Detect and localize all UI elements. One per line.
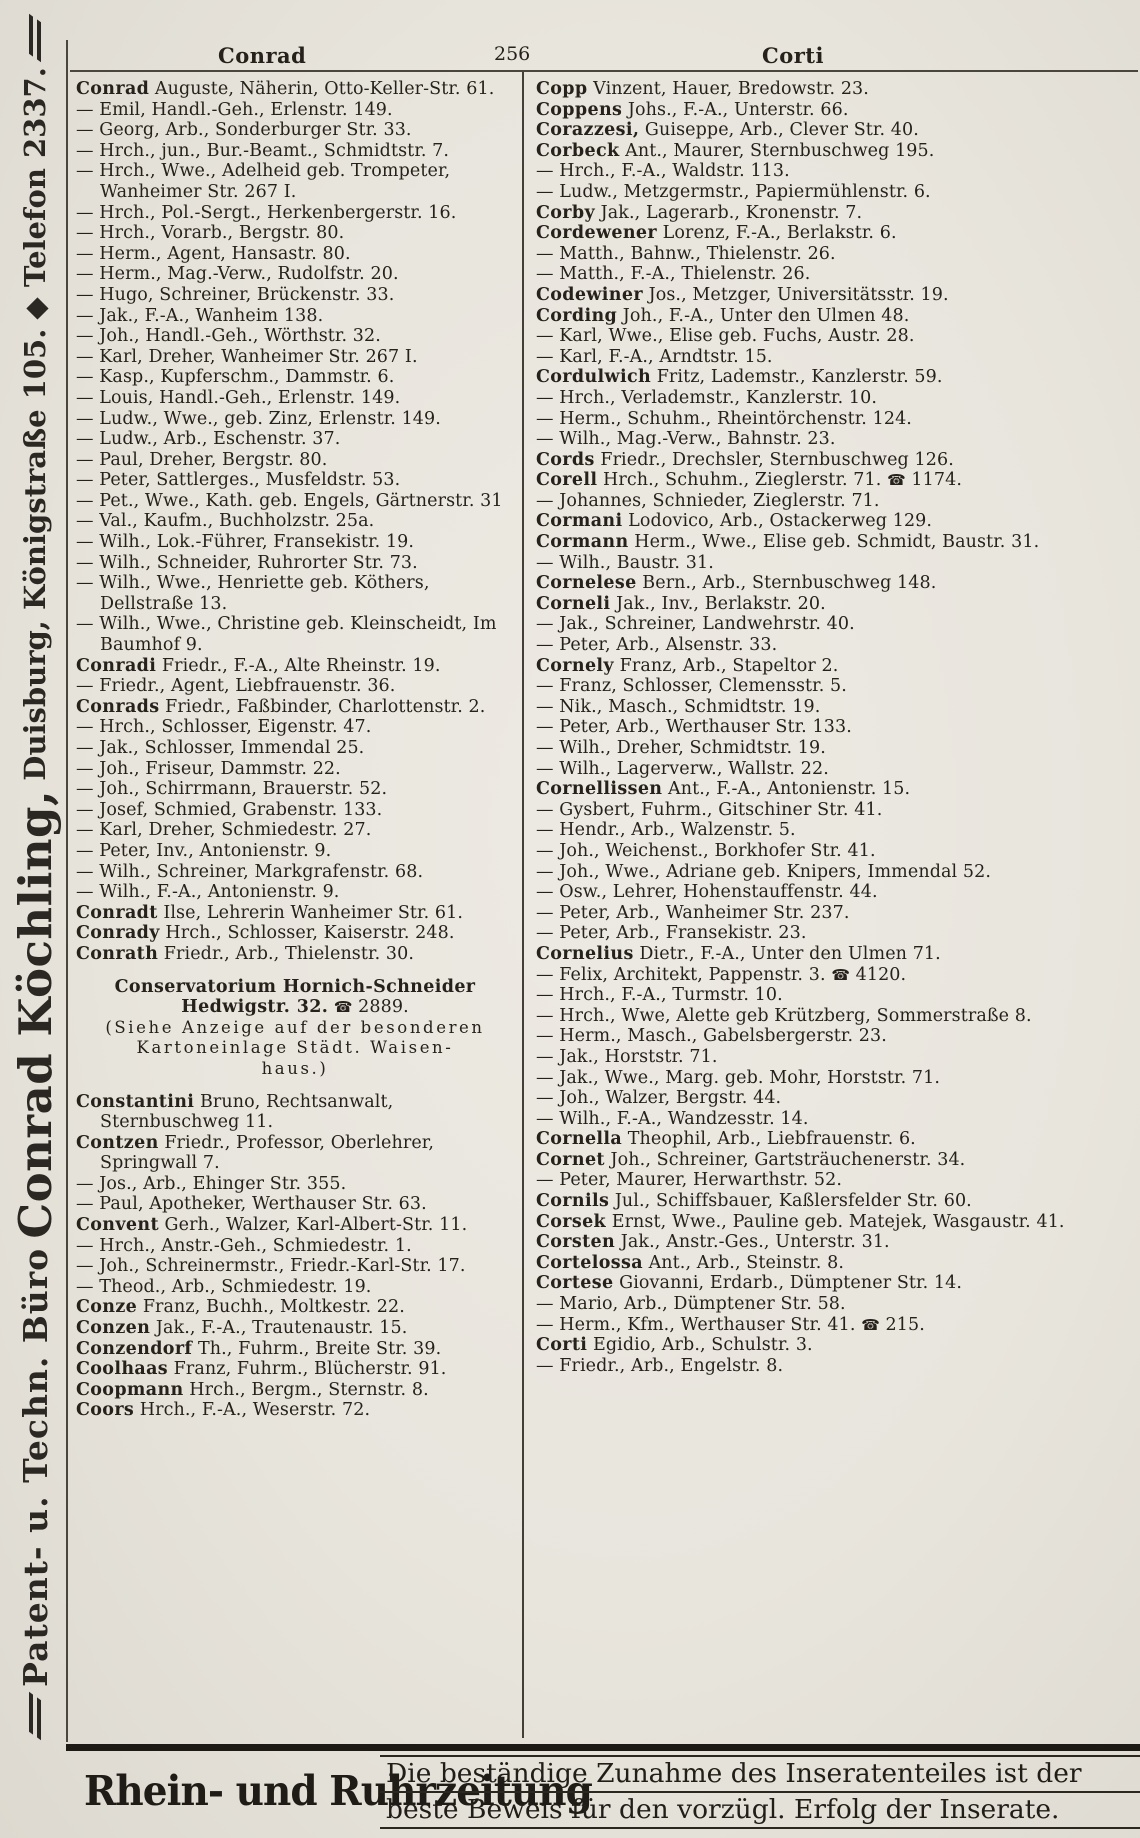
directory-entry: Constantini Bruno, Rechtsanwalt, Sternbuschweg 11. xyxy=(76,1091,394,1133)
directory-entry xyxy=(76,977,514,998)
directory-entry: — Hrch., jun., Bur.-Beamt., Schmidtstr. 7. xyxy=(76,140,450,161)
entry-surname: Corneli xyxy=(536,593,611,614)
directory-entry: — Hrch., Pol.-Sergt., Herkenbergerstr. 16. xyxy=(76,202,457,223)
footer-advertisement xyxy=(0,1753,1140,1838)
entry-surname: Conzen xyxy=(76,1318,151,1339)
directory-entry: — Wilh., Lok.-Führer, Fransekistr. 19. xyxy=(76,532,415,553)
directory-entry: Corsek Ernst, Wwe., Pauline geb. Matejek, Wasgaustr. 41. xyxy=(536,1211,1065,1232)
entry-surname: Conrady xyxy=(76,923,160,944)
phone-icon: ☎ xyxy=(333,998,353,1017)
directory-column-left xyxy=(70,72,522,1738)
directory-entry: — Hrch., Anstr.-Geh., Schmiedestr. 1. xyxy=(76,1235,412,1256)
entry-surname: Cortese xyxy=(536,1273,614,1294)
directory-entry: — Josef, Schmied, Grabenstr. 133. xyxy=(76,799,383,820)
page-content xyxy=(66,40,1138,1742)
directory-entry: Cornely Franz, Arb., Stapeltor 2. xyxy=(536,655,839,676)
entry-surname: Conradt xyxy=(76,902,158,923)
directory-entry: — Osw., Lehrer, Hohenstauffenstr. 44. xyxy=(536,882,878,903)
flourish-bottom-icon xyxy=(29,1692,41,1740)
directory-entry: — Paul, Dreher, Bergstr. 80. xyxy=(76,449,328,470)
directory-entry: — Hrch., Wwe., Adelheid geb. Trompeter, Wanheimer Str. 267 I. xyxy=(76,161,451,202)
sidebar-ad-line-name: Conrad Köchling, xyxy=(8,789,62,1239)
directory-entry: haus.) xyxy=(261,1058,329,1078)
flourish-top-icon xyxy=(29,14,41,62)
directory-columns xyxy=(70,72,1138,1738)
entry-surname: Conrath xyxy=(76,943,159,964)
directory-entry: — Emil, Handl.-Geh., Erlenstr. 149. xyxy=(76,99,393,120)
entry-surname: Cornella xyxy=(536,1129,623,1150)
directory-entry: — Georg, Arb., Sonderburger Str. 33. xyxy=(76,120,412,141)
phone-icon: ☎ xyxy=(887,471,906,490)
entry-surname: Conze xyxy=(76,1297,138,1318)
entry-surname: Corby xyxy=(536,202,595,223)
sidebar-ad-line-phone: ◆ Telefon 2337. xyxy=(18,67,52,320)
entry-surname: Coopmann xyxy=(76,1379,184,1400)
directory-entry: — Hrch., Wwe, Alette geb Krützberg, Sommerstraße 8. xyxy=(536,1005,1032,1026)
directory-entry: — Kasp., Kupferschm., Dammstr. 6. xyxy=(76,367,395,388)
entry-surname: Cortelossa xyxy=(536,1252,643,1273)
directory-entry: Cordewener Lorenz, F.-A., Berlakstr. 6. xyxy=(536,223,897,244)
entry-surname: Conrad xyxy=(76,79,150,99)
directory-entry: Conrady Hrch., Schlosser, Kaiserstr. 248. xyxy=(76,923,455,944)
entry-surname: Cording xyxy=(536,305,618,326)
entry-surname: Contzen xyxy=(76,1132,159,1153)
directory-entry: — Theod., Arb., Schmiedestr. 19. xyxy=(76,1276,372,1297)
directory-entry: Coors Hrch., F.-A., Weserstr. 72. xyxy=(76,1400,371,1421)
directory-entry: — Louis, Handl.-Geh., Erlenstr. 149. xyxy=(76,387,401,408)
directory-entry: Corti Egidio, Arb., Schulstr. 3. xyxy=(536,1335,813,1356)
entry-surname: Conzendorf xyxy=(76,1338,193,1359)
directory-entry: — Joh., Schirrmann, Brauerstr. 52. xyxy=(76,779,388,800)
directory-entry: — Nik., Masch., Schmidtstr. 19. xyxy=(536,696,821,717)
directory-entry: — Hendr., Arb., Walzenstr. 5. xyxy=(536,820,796,841)
directory-entry: — Paul, Apotheker, Werthauser Str. 63. xyxy=(76,1194,427,1215)
directory-entry: — Wilh., Schreiner, Markgrafenstr. 68. xyxy=(76,861,424,882)
entry-surname: Convent xyxy=(76,1215,159,1236)
entry-surname: Codewiner xyxy=(536,284,643,305)
entry-surname: Conservatorium Hornich-Schneider xyxy=(114,976,476,997)
sidebar-ad-line-business: Patent- u. Techn. Büro xyxy=(15,1247,55,1687)
directory-entry: Conradt Ilse, Lehrerin Wanheimer Str. 61. xyxy=(76,902,464,923)
entry-surname: Cornelius xyxy=(536,943,634,964)
directory-entry: Conrads Friedr., Faßbinder, Charlottenstr. 2. xyxy=(76,696,486,717)
directory-entry: — Wilh., Lagerverw., Wallstr. 22. xyxy=(536,758,829,779)
footer-slogan-line2: beste Beweis für den vorzügl. Erfolg der Inserate. xyxy=(380,1791,1140,1827)
directory-entry: — Peter, Arb., Werthauser Str. 133. xyxy=(536,717,852,738)
directory-entry: Conrad Auguste, Näherin, Otto-Keller-Str. 61. xyxy=(76,79,495,99)
directory-entry: — Hrch., Vorarb., Bergstr. 80. xyxy=(76,223,345,244)
directory-entry: — Herm., Agent, Hansastr. 80. xyxy=(76,243,351,264)
directory-entry: — Ludw., Arb., Eschenstr. 37. xyxy=(76,429,341,450)
page-number: 256 xyxy=(494,43,531,65)
sidebar-ad-line-address: Duisburg, Königstraße 105. xyxy=(18,328,52,781)
entry-surname: Cornelese xyxy=(536,573,637,594)
directory-entry: — Herm., Mag.-Verw., Rudolfstr. 20. xyxy=(76,264,399,285)
directory-entry: — Wilh., F.-A., Antonienstr. 9. xyxy=(76,882,340,903)
entry-surname: Coors xyxy=(76,1400,135,1421)
directory-entry: — Mario, Arb., Dümptener Str. 58. xyxy=(536,1294,846,1315)
directory-entry: — Joh., Wwe., Adriane geb. Knipers, Immendal 52. xyxy=(536,861,992,882)
directory-entry: — Karl, Dreher, Wanheimer Str. 267 I. xyxy=(76,346,418,367)
directory-entry: Cornellissen Ant., F.-A., Antonienstr. 15. xyxy=(536,779,911,800)
directory-entry: — Hrch., Verlademstr., Kanzlerstr. 10. xyxy=(536,387,878,408)
directory-entry: — Hrch., Schlosser, Eigenstr. 47. xyxy=(76,717,372,738)
entry-surname: Corsek xyxy=(536,1211,607,1232)
header-right-keyword: Corti xyxy=(762,43,824,68)
directory-entry: — Joh., Friseur, Dammstr. 22. xyxy=(76,758,341,779)
entry-surname: Coppens xyxy=(536,99,623,120)
directory-entry: — Hrch., F.-A., Waldstr. 113. xyxy=(536,161,790,182)
directory-entry: — Val., Kaufm., Buchholzstr. 25a. xyxy=(76,511,375,532)
entry-surname: Corbeck xyxy=(536,140,620,161)
directory-entry: Conze Franz, Buchh., Moltkestr. 22. xyxy=(76,1297,405,1318)
entry-surname: Corazzesi, xyxy=(536,120,640,141)
directory-entry: — Wilh., Wwe., Henriette geb. Köthers, Dellstraße 13. xyxy=(76,573,430,614)
entry-surname: Cornely xyxy=(536,655,614,676)
directory-entry: — Matth., Bahnw., Thielenstr. 26. xyxy=(536,243,836,264)
directory-entry: Cornella Theophil, Arb., Liebfrauenstr. 6. xyxy=(536,1129,916,1150)
directory-entry: — Herm., Kfm., Werthauser Str. 41. ☎ 215. xyxy=(536,1314,925,1335)
directory-entry: — Herm., Masch., Gabelsbergerstr. 23. xyxy=(536,1026,887,1047)
directory-entry: Corbeck Ant., Maurer, Sternbuschweg 195. xyxy=(536,140,935,161)
directory-entry: — Wilh., Baustr. 31. xyxy=(536,552,714,573)
directory-entry: — Friedr., Agent, Liebfrauenstr. 36. xyxy=(76,676,396,697)
directory-entry: — Peter, Arb., Wanheimer Str. 237. xyxy=(536,902,850,923)
directory-entry: Cornils Jul., Schiffsbauer, Kaßlersfelder Str. 60. xyxy=(536,1191,972,1212)
footer-slogan-line1: Die beständige Zunahme des Inseratenteiles ist der xyxy=(380,1755,1140,1791)
directory-entry: Corneli Jak., Inv., Berlakstr. 20. xyxy=(536,593,826,614)
directory-entry: — Peter, Arb., Alsenstr. 33. xyxy=(536,635,778,656)
directory-entry: — Felix, Architekt, Pappenstr. 3. ☎ 4120. xyxy=(536,964,907,985)
directory-entry: — Peter, Sattlerges., Musfeldstr. 53. xyxy=(76,470,401,491)
directory-entry: Codewiner Jos., Metzger, Universitätsstr. 19. xyxy=(536,284,949,305)
entry-surname: Conradi xyxy=(76,655,157,676)
directory-entry: Corazzesi, Guiseppe, Arb., Clever Str. 40. xyxy=(536,120,919,141)
phone-icon: ☎ xyxy=(831,965,850,984)
directory-entry: — Karl, Wwe., Elise geb. Fuchs, Austr. 28. xyxy=(536,326,915,347)
directory-entry: Hedwigstr. 32. ☎ 2889. xyxy=(181,997,409,1018)
directory-entry: Conzendorf Th., Fuhrm., Breite Str. 39. xyxy=(76,1338,442,1359)
entry-surname: Corti xyxy=(536,1335,588,1356)
directory-entry: — Joh., Handl.-Geh., Wörthstr. 32. xyxy=(76,326,381,347)
directory-entry: — Wilh., Mag.-Verw., Bahnstr. 23. xyxy=(536,429,836,450)
directory-entry: — Franz, Schlosser, Clemensstr. 5. xyxy=(536,676,847,697)
directory-entry: Copp Vinzent, Hauer, Bredowstr. 23. xyxy=(536,79,869,99)
directory-entry: (Siehe Anzeige auf der besonderen xyxy=(105,1017,485,1037)
directory-entry: Conzen Jak., F.-A., Trautenaustr. 15. xyxy=(76,1318,408,1339)
directory-entry: — Wilh., Wwe., Christine geb. Kleinscheidt, Im Baumhof 9. xyxy=(76,614,497,656)
directory-entry: Coppens Johs., F.-A., Unterstr. 66. xyxy=(536,99,849,120)
entry-surname: Coolhaas xyxy=(76,1359,168,1380)
directory-column-right xyxy=(524,72,1138,1738)
directory-entry: — Peter, Arb., Fransekistr. 23. xyxy=(536,923,807,944)
directory-entry: Cornelese Bern., Arb., Sternbuschweg 148. xyxy=(536,573,937,594)
directory-entry: — Hugo, Schreiner, Brückenstr. 33. xyxy=(76,284,395,305)
phone-icon: ☎ xyxy=(861,1315,880,1334)
directory-entry: Cording Joh., F.-A., Unter den Ulmen 48. xyxy=(536,305,910,326)
entry-surname: Cordulwich xyxy=(536,367,652,388)
directory-entry: — Friedr., Arb., Engelstr. 8. xyxy=(536,1355,784,1376)
directory-entry: Cortese Giovanni, Erdarb., Dümptener Str. 14. xyxy=(536,1273,963,1294)
footer-rule xyxy=(66,1744,1140,1751)
entry-surname: Conrads xyxy=(76,696,160,717)
directory-entry: Coopmann Hrch., Bergm., Sternstr. 8. xyxy=(76,1379,429,1400)
directory-entry: — Matth., F.-A., Thielenstr. 26. xyxy=(536,264,811,285)
running-header xyxy=(70,40,1138,72)
directory-entry: — Joh., Weichenst., Borkhofer Str. 41. xyxy=(536,840,876,861)
directory-entry: — Jak., Wwe., Marg. geb. Mohr, Horststr. 71. xyxy=(536,1067,941,1088)
directory-entry: — Pet., Wwe., Kath. geb. Engels, Gärtnerstr. 31 xyxy=(76,490,503,511)
entry-surname: Cords xyxy=(536,449,595,470)
directory-entry: Convent Gerh., Walzer, Karl-Albert-Str. 11. xyxy=(76,1215,468,1236)
directory-entry: — Wilh., F.-A., Wandzesstr. 14. xyxy=(536,1108,809,1129)
directory-entry: Corsten Jak., Anstr.-Ges., Unterstr. 31. xyxy=(536,1232,890,1253)
directory-entry: — Wilh., Schneider, Ruhrorter Str. 73. xyxy=(76,552,418,573)
directory-entry: — Joh., Walzer, Bergstr. 44. xyxy=(536,1088,782,1109)
directory-entry: — Jak., F.-A., Wanheim 138. xyxy=(76,305,324,326)
entry-surname: Cornellissen xyxy=(536,779,663,800)
entry-surname: Hedwigstr. 32. xyxy=(181,997,329,1018)
directory-entry: — Peter, Inv., Antonienstr. 9. xyxy=(76,840,332,861)
newspaper-name: Rhein- und Ruhrzeitung xyxy=(84,1767,592,1815)
directory-entry: — Karl, F.-A., Arndtstr. 15. xyxy=(536,346,773,367)
directory-entry: Cornelius Dietr., F.-A., Unter den Ulmen 71. xyxy=(536,943,941,964)
directory-entry: — Karl, Dreher, Schmiedestr. 27. xyxy=(76,820,372,841)
directory-entry: — Johannes, Schnieder, Zieglerstr. 71. xyxy=(536,490,880,511)
entry-surname: Corell xyxy=(536,470,598,491)
sidebar-vertical-ad xyxy=(6,14,64,1740)
directory-entry: Conradi Friedr., F.-A., Alte Rheinstr. 19. xyxy=(76,655,441,676)
directory-entry: — Jak., Horststr. 71. xyxy=(536,1046,718,1067)
directory-entry: Cortelossa Ant., Arb., Steinstr. 8. xyxy=(536,1252,845,1273)
directory-entry: Cornet Joh., Schreiner, Gartsträuchenerstr. 34. xyxy=(536,1149,966,1170)
directory-entry: — Ludw., Metzgermstr., Papiermühlenstr. 6. xyxy=(536,181,931,202)
directory-entry: — Hrch., F.-A., Turmstr. 10. xyxy=(536,985,783,1006)
entry-surname: Copp xyxy=(536,79,588,99)
directory-entry: — Jak., Schreiner, Landwehrstr. 40. xyxy=(536,614,855,635)
directory-entry: Cormani Lodovico, Arb., Ostackerweg 129. xyxy=(536,511,933,532)
directory-entry: — Jos., Arb., Ehinger Str. 355. xyxy=(76,1173,347,1194)
footer-slogan xyxy=(380,1755,1140,1829)
directory-entry: Cords Friedr., Drechsler, Sternbuschweg 126. xyxy=(536,449,954,470)
header-left-keyword: Conrad xyxy=(218,43,307,68)
directory-entry: — Gysbert, Fuhrm., Gitschiner Str. 41. xyxy=(536,799,883,820)
entry-surname: Cormann xyxy=(536,532,629,553)
directory-entry: Kartoneinlage Städt. Waisen- xyxy=(136,1038,454,1058)
directory-entry: — Peter, Maurer, Herwarthstr. 52. xyxy=(536,1170,843,1191)
directory-entry: — Wilh., Dreher, Schmidtstr. 19. xyxy=(536,738,826,758)
directory-entry: — Joh., Schreinermstr., Friedr.-Karl-Str. 17. xyxy=(76,1256,466,1277)
directory-entry: Cormann Herm., Wwe., Elise geb. Schmidt, Baustr. 31. xyxy=(536,532,1040,553)
directory-entry: — Herm., Schuhm., Rheintörchenstr. 124. xyxy=(536,408,912,429)
directory-entry: Coolhaas Franz, Fuhrm., Blücherstr. 91. xyxy=(76,1359,447,1380)
directory-entry: — Jak., Schlosser, Immendal 25. xyxy=(76,738,365,758)
directory-entry: Corby Jak., Lagerarb., Kronenstr. 7. xyxy=(536,202,863,223)
entry-surname: Cornet xyxy=(536,1149,605,1170)
entry-surname: Corsten xyxy=(536,1232,616,1253)
directory-entry: — Ludw., Wwe., geb. Zinz, Erlenstr. 149. xyxy=(76,408,441,429)
directory-entry: Cordulwich Fritz, Lademstr., Kanzlerstr. 59. xyxy=(536,367,943,388)
entry-surname: Cordewener xyxy=(536,223,657,244)
directory-entry: Conrath Friedr., Arb., Thielenstr. 30. xyxy=(76,943,415,964)
entry-surname: Cormani xyxy=(536,511,623,532)
entry-surname: Constantini xyxy=(76,1091,195,1112)
directory-entry: Corell Hrch., Schuhm., Zieglerstr. 71. ☎ 1174. xyxy=(536,470,962,491)
directory-entry: Contzen Friedr., Professor, Oberlehrer, Springwall 7. xyxy=(76,1132,435,1174)
entry-surname: Cornils xyxy=(536,1191,610,1212)
